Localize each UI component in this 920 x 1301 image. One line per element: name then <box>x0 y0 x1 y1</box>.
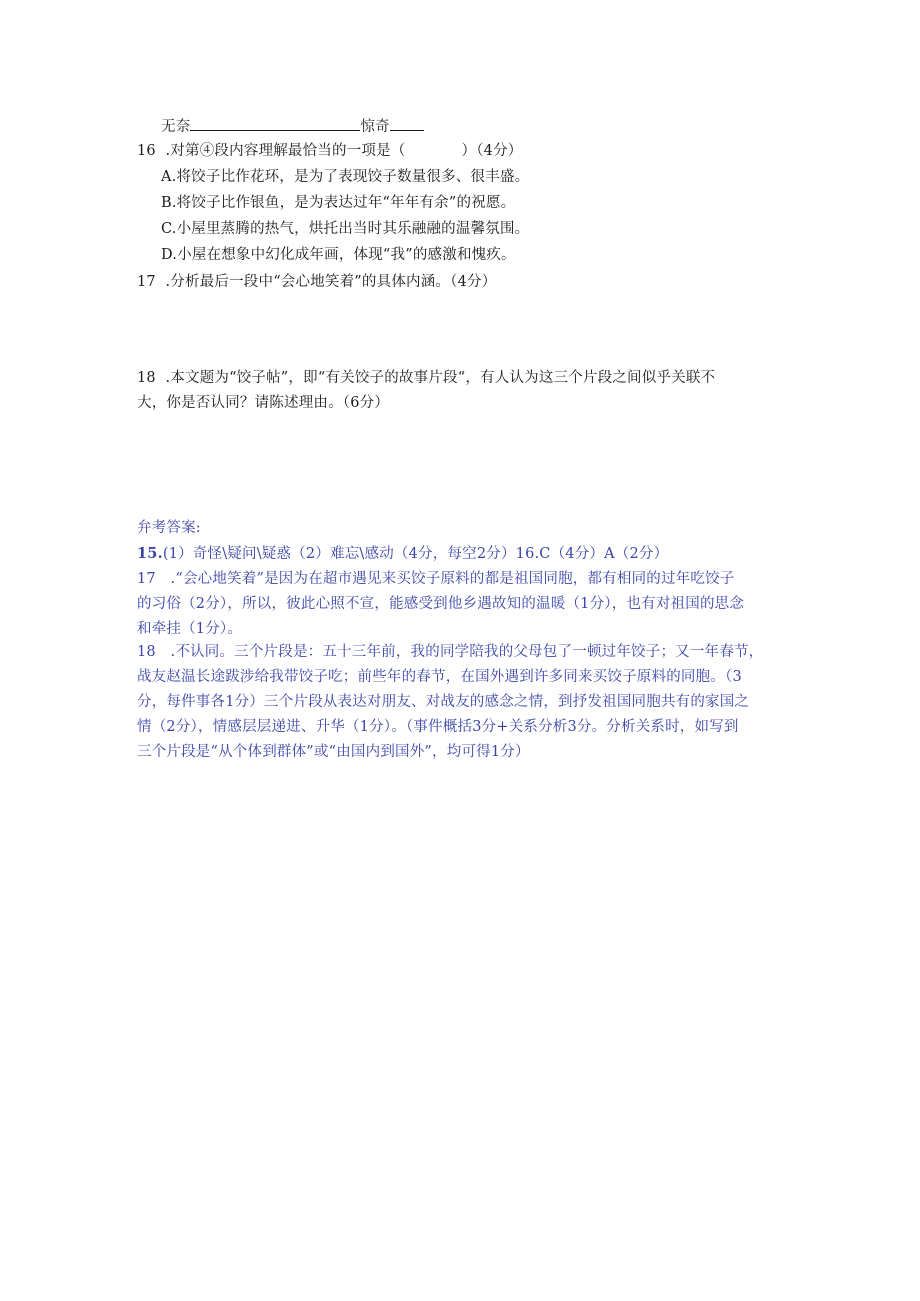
answer-17-line-1: 17 .“会心地笑着”是因为在超市遇见来买饺子原料的都是祖国同胞，都有相同的过年吃饺子 <box>137 571 735 587</box>
answer-15-text: (1）奇怪\疑问\疑惑（2）难忘\感动（4分，每空2分）16.C（4分）A（2分） <box>162 546 669 562</box>
q16-option-c: C.小屋里蒸腾的热气，烘托出当时其乐融融的温馨氛围。 <box>161 221 530 237</box>
answer-15-number: 15. <box>137 545 163 562</box>
q18-stem-line-2: 大，你是否认同？请陈述理由。（6分） <box>137 395 390 411</box>
answer-18-line-4: 情（2分），情感层层递进、升华（1分）。（事件概括3分+关系分析3分。分析关系时，如写到 <box>137 719 739 735</box>
answer-18-line-3: 分，每件事各1分）三个片段从表达对朋友、对战友的感念之情，到抒发祖国同胞共有的家国之 <box>137 694 750 710</box>
answers-heading: 弁考答案: <box>137 520 201 536</box>
answer-17-line-2: 的习俗（2分），所以，彼此心照不宣，能感受到他乡遇故知的温暖（1分），也有对祖国的思念 <box>137 596 745 612</box>
answer-15 <box>137 545 668 563</box>
q17-text: .分析最后一段中“会心地笑着”的具体内涵。（4分） <box>165 274 497 290</box>
q16-stem-text: .对第④段内容理解最恰当的一项是（ <box>165 143 406 159</box>
answer-blank-1[interactable] <box>190 116 360 131</box>
q15-word-1: 无奈 <box>161 119 191 135</box>
answer-blank-2[interactable] <box>390 116 424 131</box>
answer-17-line-3: 和牵挂（1分）。 <box>137 621 243 637</box>
q18-text-1: .本文题为“饺子帖”，即“有关饺子的故事片段“，有人认为这三个片段之间似乎关联不 <box>165 370 716 386</box>
q18-number: 18 <box>137 370 156 386</box>
q16-number: 16 <box>137 143 156 159</box>
q16-stem <box>137 142 522 160</box>
answer-18-line-2: 战友赵温长途跋涉给我带饺子吃；前些年的春节，在国外遇到许多同来买饺子原料的同胞。（3 <box>137 669 742 685</box>
q17-number: 17 <box>137 274 156 290</box>
q15-word-2: 惊奇 <box>360 119 390 135</box>
q16-stem-score: ）（4分） <box>461 143 523 159</box>
q16-option-a: A.将饺子比作花环，是为了表现饺子数量很多、很丰盛。 <box>161 169 530 185</box>
answer-18-line-5: 三个片段是“从个体到群体”或“由国内到国外”，均可得1分） <box>137 744 530 760</box>
answer-18-line-1: 18 .不认同。三个片段是：五十三年前，我的同学陪我的父母包了一顿过年饺子；又一年春节， <box>137 644 764 660</box>
q15-blanks-line <box>161 116 424 136</box>
q18-stem-line-1 <box>137 369 715 387</box>
q17-stem <box>137 273 496 291</box>
q16-option-d: D.小屋在想象中幻化成年画，体现“我”的感激和愧疚。 <box>161 247 516 263</box>
q16-option-b: B.将饺子比作银鱼，是为表达过年“年年有余”的祝愿。 <box>161 195 516 211</box>
